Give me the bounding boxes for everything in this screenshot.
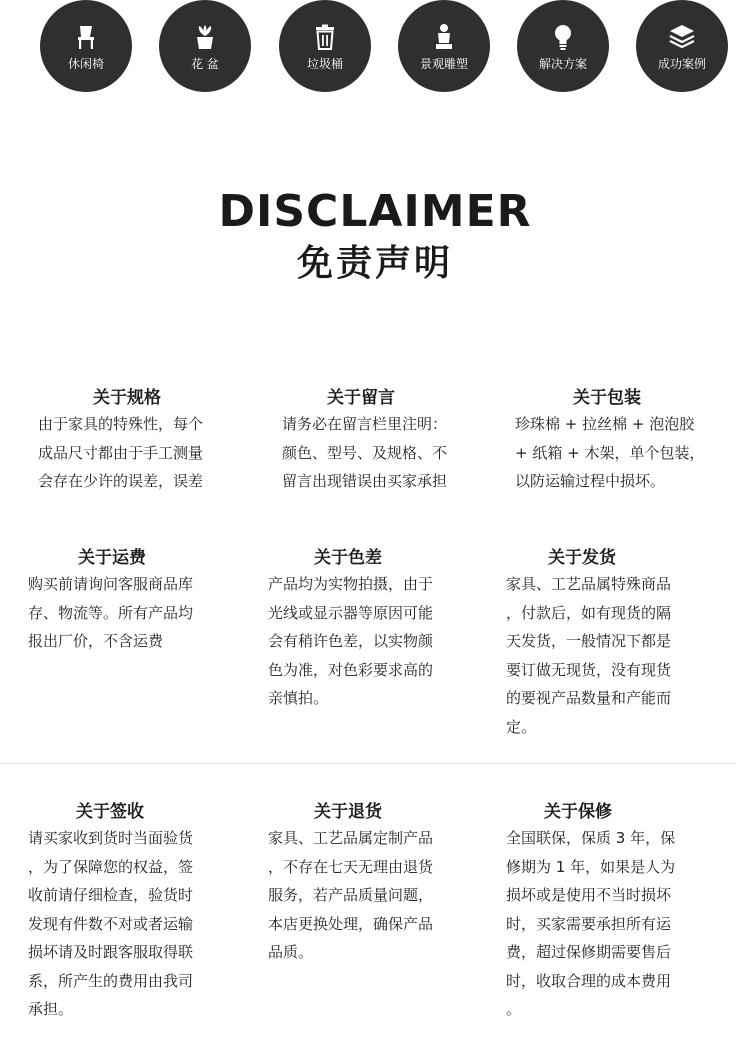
- section-body: 请务必在留言栏里注明： 颜色、型号、及规格、不 留言出现错误由买家承担: [282, 415, 448, 490]
- nav-item-cases[interactable]: [636, 0, 728, 92]
- divider: [0, 763, 736, 764]
- section-body: 家具、工艺品属特殊商品 ，付款后，如有现货的隔 天发货，一般情况下都是 要订做无现货，没有现货 的要视产品数量和产能而 定。: [506, 575, 672, 736]
- section-title: 关于留言: [327, 388, 395, 408]
- nav-label: 花 盆: [191, 56, 219, 71]
- section-receipt: [28, 800, 228, 1024]
- nav-label: 景观雕塑: [419, 56, 468, 71]
- trash-bin-icon: [310, 22, 340, 52]
- section-warranty: [506, 800, 706, 1024]
- nav-item-planters[interactable]: [159, 0, 251, 92]
- nav-item-trash-bins[interactable]: [279, 0, 371, 92]
- section-title: 关于签收: [76, 802, 144, 822]
- section-title: 关于退货: [314, 802, 382, 822]
- nav-item-sculptures[interactable]: [398, 0, 490, 92]
- sculpture-icon: [429, 22, 459, 52]
- section-body: 由于家具的特殊性，每个 成品尺寸都由于手工测量 会存在少许的误差，误差: [38, 415, 204, 490]
- category-nav: [0, 0, 750, 100]
- section-body: 家具、工艺品属定制产品 ，不存在七天无理由退货 服务，若产品质量问题， 本店更换处理，确保产品 品质。: [268, 829, 434, 961]
- section-body: 珍珠棉 + 拉丝棉 + 泡泡胶 + 纸箱 + 木架，单个包装， 以防运输过程中损坏。: [515, 415, 705, 490]
- nav-label: 休闲椅: [67, 56, 104, 71]
- section-body: 购买前请询问客服商品库 存、物流等。所有产品均 报出厂价，不含运费: [28, 575, 194, 650]
- lightbulb-icon: [548, 22, 578, 52]
- section-color: [268, 546, 468, 713]
- section-message: [282, 386, 482, 496]
- plant-pot-icon: [190, 22, 220, 52]
- section-title: 关于规格: [93, 388, 161, 408]
- title-english: DISCLAIMER: [218, 186, 532, 237]
- layers-icon: [667, 22, 697, 52]
- section-title: 关于保修: [544, 802, 612, 822]
- section-title: 关于色差: [314, 548, 382, 568]
- nav-label: 成功案例: [657, 56, 706, 71]
- section-packing: [515, 386, 745, 496]
- section-body: 请买家收到货时当面验货 ，为了保障您的权益，签 收前请仔细检查，验货时 发现有件数不对或者运输 损坏请及时跟客服取得联 系，所产生的费用由我司 承担。: [28, 829, 194, 1018]
- nav-label: 解决方案: [538, 56, 587, 71]
- chair-icon: [71, 22, 101, 52]
- nav-item-chairs[interactable]: [40, 0, 132, 92]
- nav-item-solutions[interactable]: [517, 0, 609, 92]
- section-title: 关于包装: [573, 388, 641, 408]
- section-shipping: [506, 546, 706, 741]
- title-chinese: 免责声明: [296, 243, 453, 284]
- section-body: 产品均为实物拍摄，由于 光线或显示器等原因可能 会有稍许色差，以实物颜 色为准，对色彩要求高的 亲慎拍。: [268, 575, 434, 707]
- section-returns: [268, 800, 468, 967]
- section-title: 关于运费: [78, 548, 146, 568]
- section-size: [38, 386, 238, 496]
- section-title: 关于发货: [548, 548, 616, 568]
- section-body: 全国联保，保质 3 年，保 修期为 1 年，如果是人为 损坏或是使用不当时损坏 时，买家需要承担所有运 费，超过保修期需要售后 时，收取合理的成本费用 。: [506, 829, 676, 1018]
- section-freight: [28, 546, 228, 656]
- nav-label: 垃圾桶: [306, 56, 343, 71]
